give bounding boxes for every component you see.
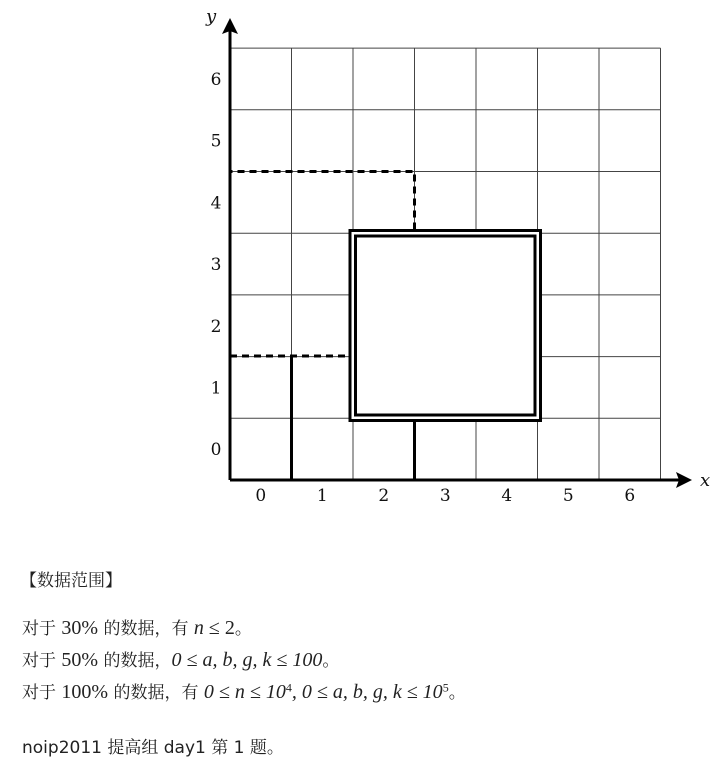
x-tick-label: 6 xyxy=(624,486,636,506)
section-heading: 【数据范围】 xyxy=(20,571,122,591)
y-tick-label: 4 xyxy=(210,193,222,214)
x-tick-label: 3 xyxy=(439,486,451,506)
constraint-line-2: 对于 50% 的数据，0 ≤ a, b, g, k ≤ 100。 xyxy=(22,649,340,671)
y-tick-label: 5 xyxy=(210,131,222,152)
y-tick-label: 0 xyxy=(210,440,222,461)
x-tick-label: 5 xyxy=(562,486,574,506)
x-tick-label: 1 xyxy=(316,486,328,506)
x-axis-label: x xyxy=(700,470,711,491)
y-tick-label: 3 xyxy=(210,255,222,276)
y-axis-label: y xyxy=(206,6,217,27)
x-tick-label: 2 xyxy=(378,486,390,506)
y-tick-label: 6 xyxy=(210,69,222,90)
double-carpet xyxy=(350,231,541,421)
x-tick-label: 0 xyxy=(255,486,267,506)
source-note: noip2011 提高组 day1 第 1 题。 xyxy=(22,738,284,758)
y-tick-label: 1 xyxy=(210,378,222,399)
constraint-line-1: 对于 30% 的数据，有 n ≤ 2。 xyxy=(22,617,252,639)
y-tick-label: 2 xyxy=(210,316,222,337)
x-tick-label: 4 xyxy=(501,486,513,506)
constraint-line-3: 对于 100% 的数据，有 $0 \le n \le 10^4$, 0 ≤ a, b, g, $k \le 10^5$。 xyxy=(22,680,466,703)
